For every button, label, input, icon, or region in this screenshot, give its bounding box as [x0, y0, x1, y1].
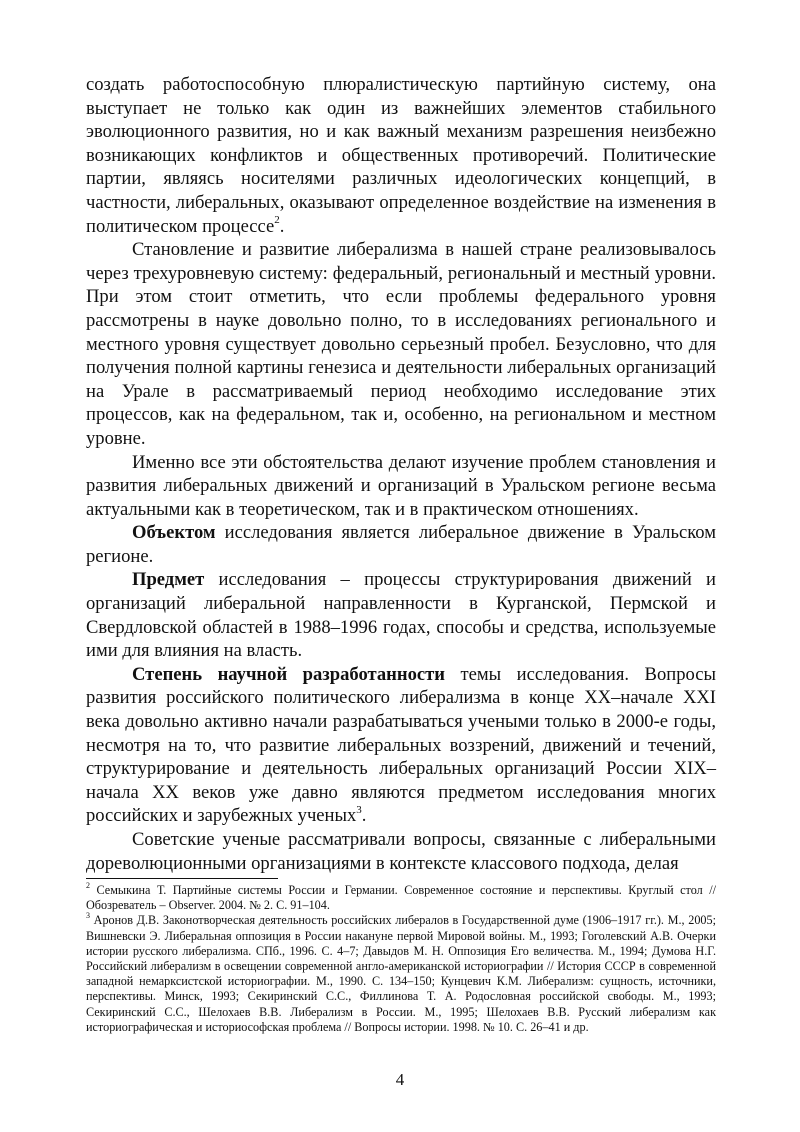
paragraph-tail: .	[279, 215, 285, 237]
paragraph-text: исследования является либеральное движение в Уральском регионе.	[86, 522, 716, 567]
paragraph-text: темы исследования. Вопросы развития российского политического либерализма в конце XX–начале XXI века довольно активно начали разрабатываться учеными только в 2000-е годы, несмотря на то, что развитие либеральных воззрений, движений и течений, структурирование и деятельность либеральных организаций России XIX–начала XX веков уже давно являются предметом исследования многих российских и зарубежных ученых	[86, 663, 716, 827]
footnote-3	[86, 913, 716, 1035]
paragraph-7: Советские ученые рассматривали вопросы, связанные с либеральными дореволюционными организациями в контексте классового подхода, делая	[86, 829, 716, 874]
paragraph-text: исследования – процессы структурирования движений и организаций либеральной направленности в Курганской, Пермской и Свердловской областей в 1988–1996 годах, способы и средства, используемые ими для влияния на власть.	[86, 569, 716, 662]
footnote-number: 2	[86, 880, 90, 890]
paragraph-tail: .	[361, 805, 367, 827]
paragraph-research-degree	[86, 663, 716, 828]
footnote-2	[86, 880, 716, 913]
footnote-text: Семыкина Т. Партийные системы России и Германии. Современное состояние и перспективы. Круглый стол // Обозреватель – Observer. 2004. № 2. С. 91–104.	[86, 883, 716, 913]
footnote-divider	[86, 878, 278, 879]
paragraph-subject	[86, 568, 716, 662]
footnote-ref-2: 2	[274, 214, 280, 227]
paragraph-1	[86, 73, 716, 238]
paragraph-3: Именно все эти обстоятельства делают изучение проблем становления и развития либеральных движений и организаций в Уральском регионе весьма актуальными как в теоретическом, так и в практическом отношениях.	[86, 451, 716, 520]
term-object: Объектом	[132, 522, 216, 544]
footnote-number: 3	[86, 911, 90, 921]
term-research-degree: Степень научной разработанности	[132, 663, 445, 685]
footnotes	[86, 880, 716, 1035]
term-subject: Предмет	[132, 569, 205, 591]
paragraph-text: создать работоспособную плюралистическую партийную систему, она выступает не только как один из важнейших элементов стабильного эволюционного развития, но и как важный механизм разрешения неизбежно возникающих конфликтов и общественных противоречий. Политические партии, являясь носителями различных идеологических концепций, в частности, либеральных, оказывают определенное воздействие на изменения в политическом процессе	[86, 74, 716, 237]
page-number: 4	[395, 1070, 405, 1089]
paragraph-object	[86, 521, 716, 568]
paragraph-2: Становление и развитие либерализма в нашей стране реализовывалось через трехуровневую систему: федеральный, региональный и местный уровни. При этом стоит отметить, что если проблемы федерального уровня рассмотрены в науке довольно полно, то в исследованиях регионального и местного уровня существует довольно серьезный пробел. Безусловно, что для получения полной картины генезиса и деятельности либеральных организаций на Урале в рассматриваемый период необходимо исследование этих процессов, как на федеральном, так и, особенно, на региональном и местном уровне.	[86, 239, 716, 449]
main-text	[86, 73, 716, 875]
footnote-text: Аронов Д.В. Законотворческая деятельность российских либералов в Государственной думе (1906–1917 гг.). М., 2005; Вишневски Э. Либеральная оппозиция в России накануне первой Мировой войны. М., 1993; Гоголевский А.В. Очерки истории русского либерализма. СПб., 1996. С. 4–7; Давыдов М. Н. Оппозиция Его величества. М., 1994; Думова Н.Г. Российский либерализм в освещении современной англо-американской историографии // История СССР в современной западной немарксистской историографии. М., 1990. С. 134–150; Кунцевич К.М. Либерализм: сущность, источники, перспективы. Минск, 1993; Секиринский С.С., Филлинова Т. А. Родословная российской свободы. М., 1993; Секиринский С.С., Шелохаев В.В. Либерализм в России. М., 1995; Шелохаев В.В. Русский либерализм как историографическая и историософская проблема // Вопросы истории. 1998. № 10. С. 26–41 и др.	[86, 913, 716, 1034]
footnote-ref-3: 3	[356, 804, 362, 817]
